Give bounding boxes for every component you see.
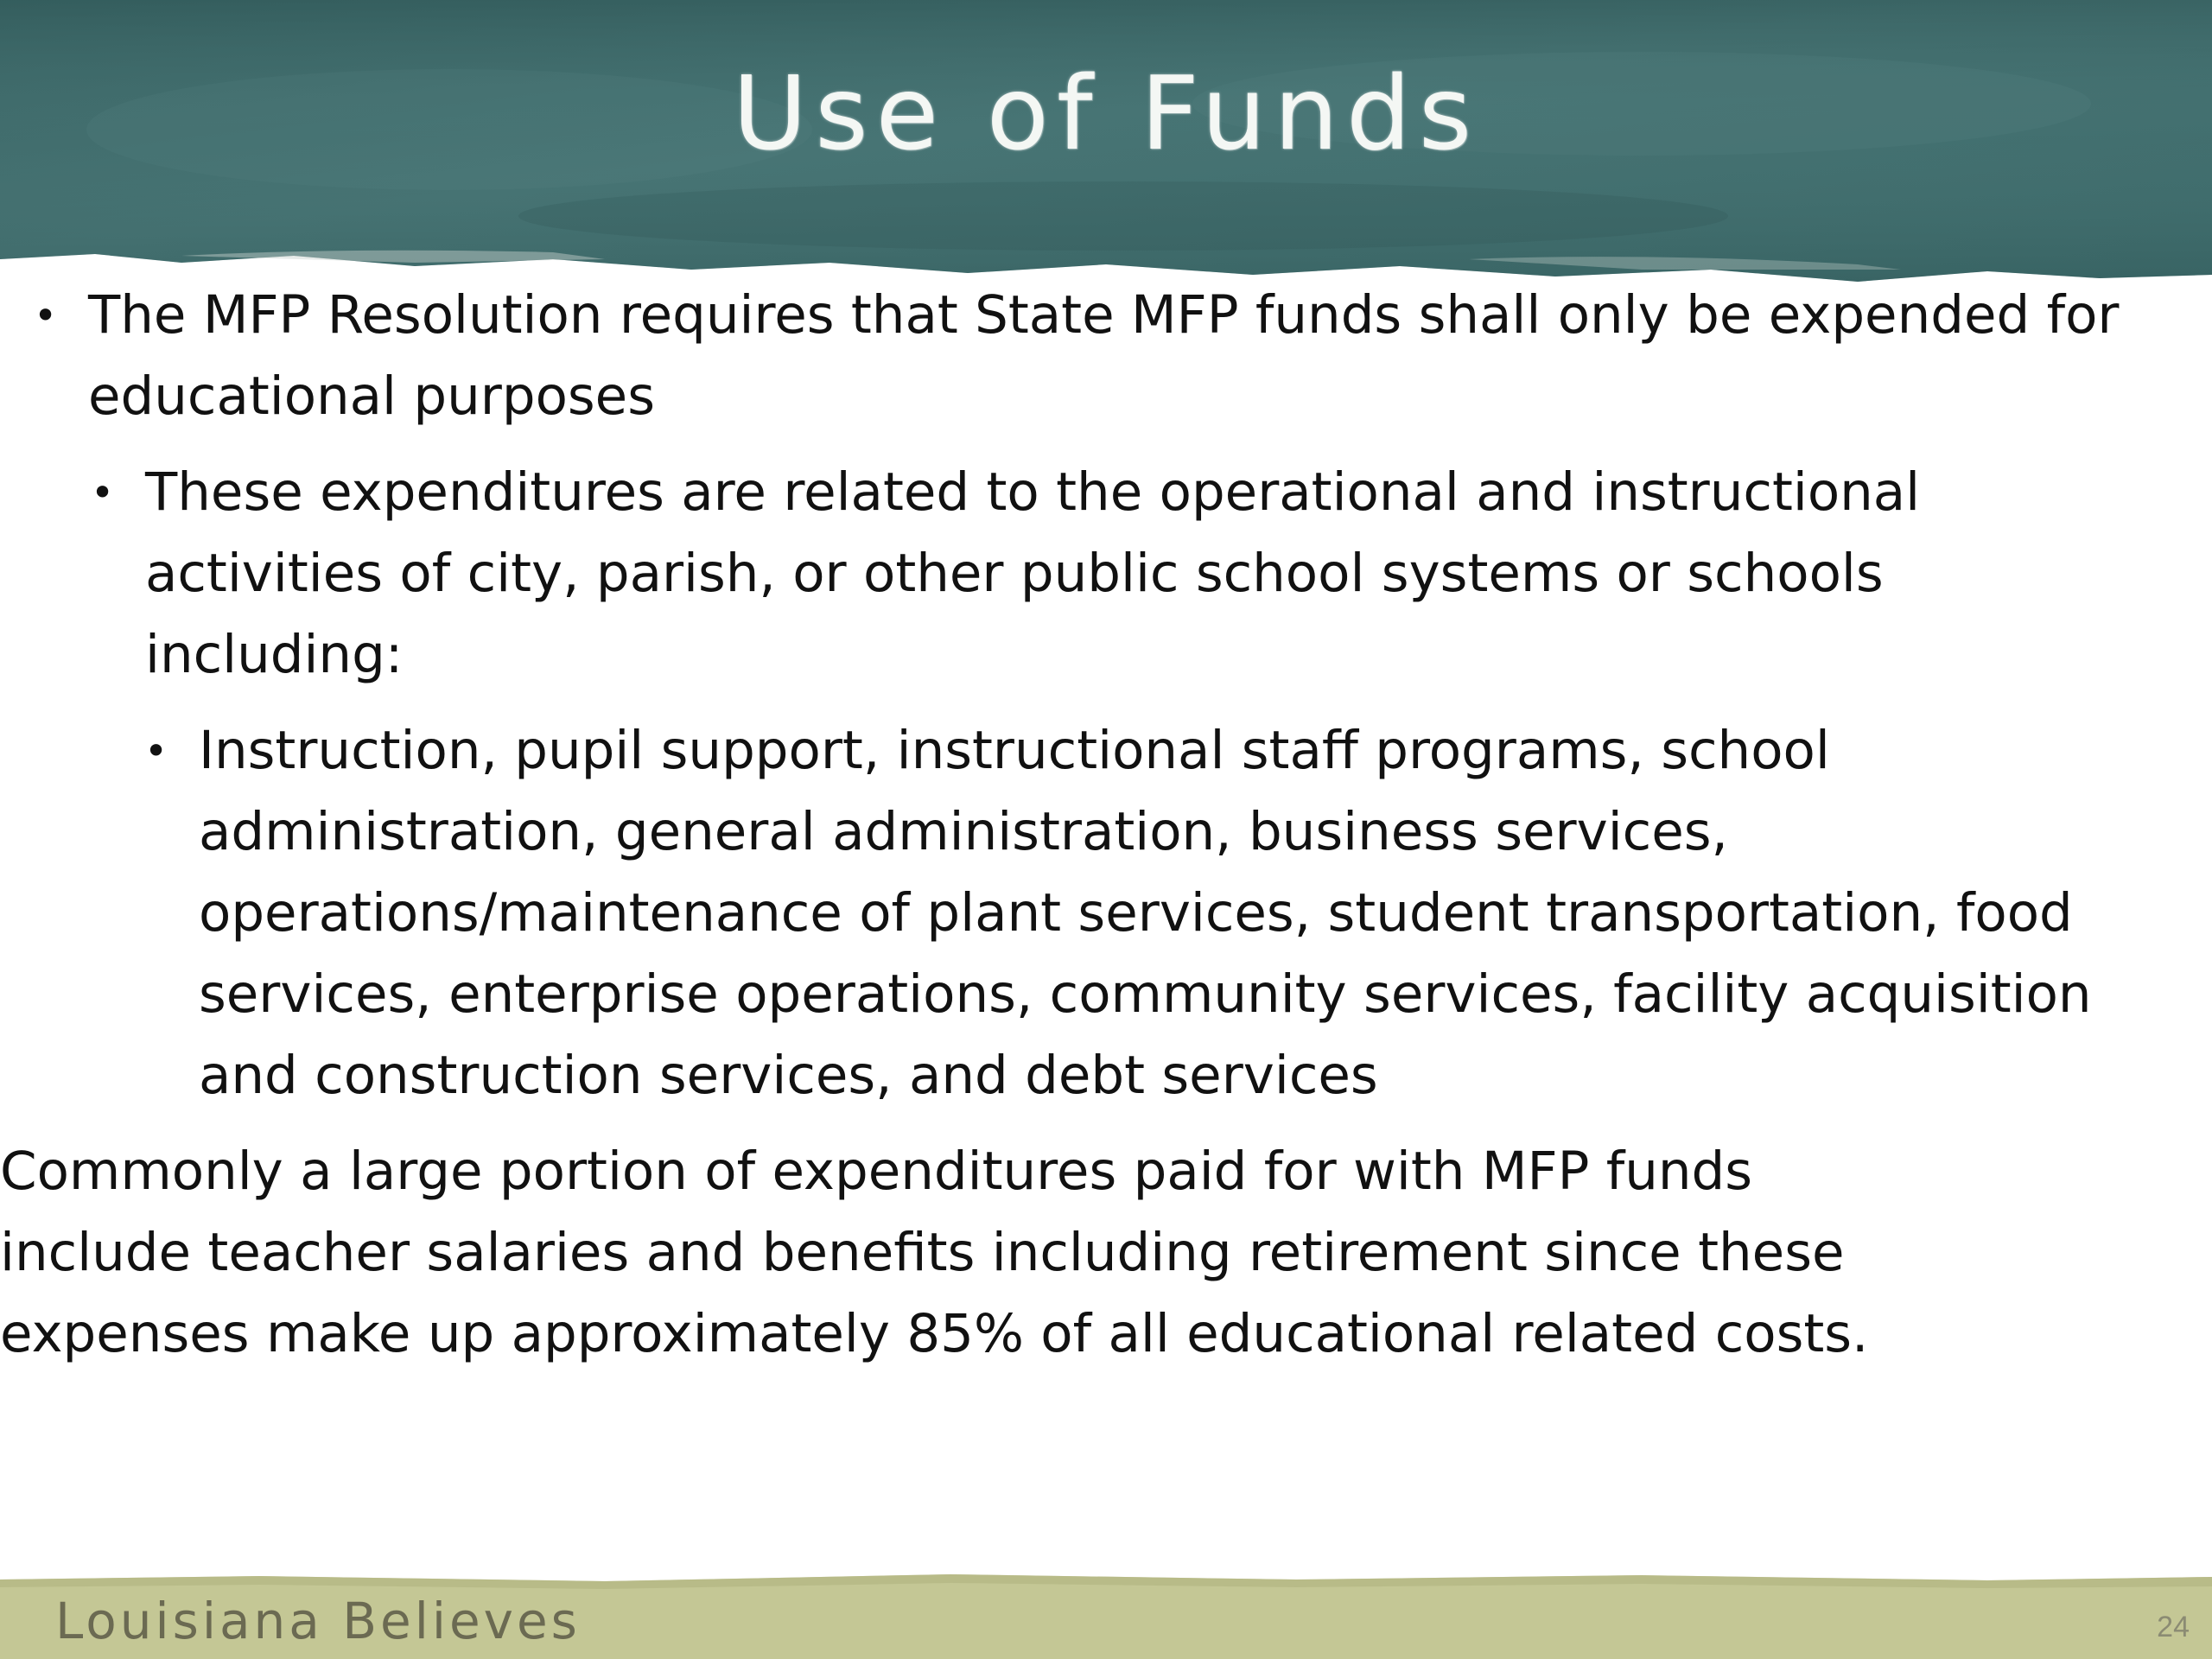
- bullet-level-2: [91, 452, 2081, 696]
- bullet-marker: •: [34, 292, 58, 339]
- bullet-text: Instruction, pupil support, instructional staff programs, school administration, general administration, business services, operations/maintenance of plant services, student transportation, food services, enterprise operations, community services, facility acquisition and construction services, and debt services: [199, 720, 2092, 1106]
- bullet-text: The MFP Resolution requires that State MFP funds shall only be expended for educational purposes: [88, 284, 2120, 427]
- bullet-level-3: [144, 710, 2100, 1116]
- slide-title: Use of Funds: [732, 54, 1480, 173]
- bullet-text: These expenditures are related to the operational and instructional activities of city, parish, or other public school systems or schools including:: [145, 461, 1921, 685]
- chalkboard-header: [0, 0, 2212, 285]
- bullet-marker: •: [144, 728, 168, 774]
- page-number: 24: [2157, 1611, 2190, 1643]
- bullet-marker: •: [91, 469, 115, 516]
- bullet-level-1: [34, 275, 2188, 437]
- footer-brand: Louisiana Believes: [55, 1592, 581, 1650]
- bullet-text: Commonly a large portion of expenditures paid for with MFP funds include teacher salaries and benefits including retirement since these expenses make up approximately 85% of all educational related costs.: [0, 1141, 1869, 1364]
- bullet-level-3: [0, 1131, 1944, 1375]
